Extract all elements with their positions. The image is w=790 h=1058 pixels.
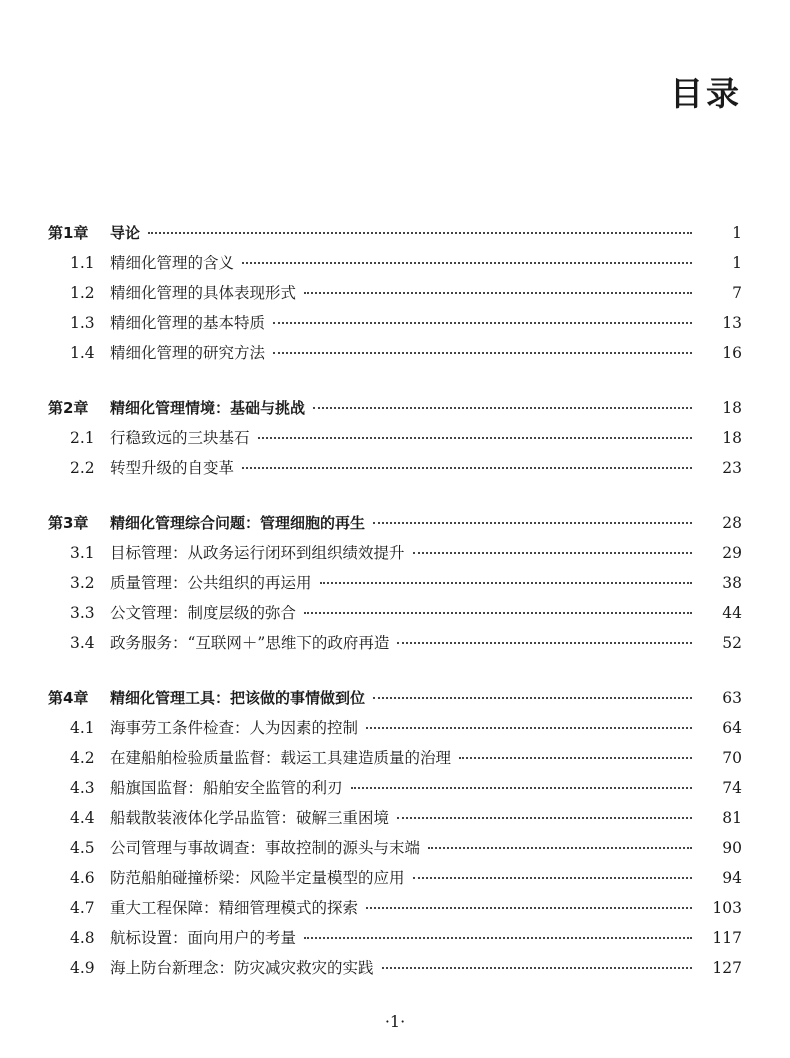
chapter-block (0, 218, 790, 368)
section-number: 4.6 (70, 869, 95, 887)
section-entry (0, 278, 790, 308)
section-page-number: 52 (722, 634, 742, 652)
section-page-number: 44 (722, 604, 742, 622)
section-number: 2.1 (70, 429, 95, 447)
section-title: 公文管理：制度层级的弥合 (110, 604, 297, 622)
dot-leader (273, 321, 692, 324)
dot-leader (258, 436, 692, 439)
section-page-number: 38 (722, 574, 742, 592)
chapter-number: 第3章 (48, 514, 89, 532)
dot-leader (366, 906, 692, 909)
section-title: 精细化管理的研究方法 (110, 344, 266, 362)
chapter-title: 精细化管理情境：基础与挑战 (110, 399, 306, 417)
section-number: 4.5 (70, 839, 95, 857)
dot-leader (313, 406, 692, 409)
section-entry (0, 598, 790, 628)
page-number-footer: ·1· (384, 1012, 406, 1031)
section-entry (0, 743, 790, 773)
section-title: 行稳致远的三块基石 (110, 429, 250, 447)
chapter-number: 第4章 (48, 689, 89, 707)
section-entry (0, 833, 790, 863)
chapter-page-number: 63 (722, 689, 742, 707)
section-page-number: 13 (722, 314, 742, 332)
chapter-title: 精细化管理工具：把该做的事情做到位 (110, 689, 366, 707)
section-entry (0, 773, 790, 803)
section-page-number: 18 (722, 429, 742, 447)
section-title: 精细化管理的基本特质 (110, 314, 266, 332)
dot-leader (413, 876, 692, 879)
section-number: 4.2 (70, 749, 95, 767)
section-title: 转型升级的自变革 (110, 459, 235, 477)
section-title: 政务服务：“互联网＋”思维下的政府再造 (110, 634, 390, 652)
chapter-title: 导论 (110, 224, 141, 242)
chapter-block (0, 683, 790, 983)
dot-leader (304, 611, 692, 614)
section-entry (0, 338, 790, 368)
section-page-number: 64 (722, 719, 742, 737)
dot-leader (397, 641, 692, 644)
section-title: 船载散装液体化学品监管：破解三重困境 (110, 809, 390, 827)
section-entry (0, 423, 790, 453)
section-page-number: 1 (732, 254, 742, 272)
section-number: 3.2 (70, 574, 95, 592)
section-title: 目标管理：从政务运行闭环到组织绩效提升 (110, 544, 405, 562)
section-number: 1.2 (70, 284, 95, 302)
chapter-number: 第2章 (48, 399, 89, 417)
section-entry (0, 453, 790, 483)
section-title: 精细化管理的含义 (110, 254, 235, 272)
section-entry (0, 863, 790, 893)
dot-leader (148, 231, 692, 234)
section-entry (0, 803, 790, 833)
dot-leader (373, 696, 692, 699)
section-page-number: 90 (722, 839, 742, 857)
section-entry (0, 893, 790, 923)
table-of-contents (0, 218, 790, 1008)
section-title: 海事劳工条件检查：人为因素的控制 (110, 719, 359, 737)
section-title: 海上防台新理念：防灾减灾救灾的实践 (110, 959, 374, 977)
section-number: 1.4 (70, 344, 95, 362)
section-title: 防范船舶碰撞桥梁：风险半定量模型的应用 (110, 869, 405, 887)
section-page-number: 103 (712, 899, 742, 917)
section-number: 4.3 (70, 779, 95, 797)
section-entry (0, 538, 790, 568)
dot-leader (242, 466, 692, 469)
dot-leader (382, 966, 692, 969)
page-title: 目录 (670, 74, 742, 113)
section-number: 2.2 (70, 459, 95, 477)
dot-leader (273, 351, 692, 354)
chapter-entry (0, 393, 790, 423)
section-title: 重大工程保障：精细管理模式的探索 (110, 899, 359, 917)
chapter-entry (0, 508, 790, 538)
dot-leader (304, 936, 692, 939)
section-number: 4.1 (70, 719, 95, 737)
dot-leader (351, 786, 692, 789)
section-entry (0, 713, 790, 743)
section-number: 1.3 (70, 314, 95, 332)
section-number: 1.1 (70, 254, 95, 272)
section-entry (0, 628, 790, 658)
section-number: 3.3 (70, 604, 95, 622)
dot-leader (428, 846, 692, 849)
section-number: 4.4 (70, 809, 95, 827)
chapter-entry (0, 683, 790, 713)
dot-leader (366, 726, 692, 729)
dot-leader (459, 756, 692, 759)
dot-leader (397, 816, 692, 819)
dot-leader (242, 261, 692, 264)
section-number: 3.1 (70, 544, 95, 562)
section-entry (0, 923, 790, 953)
dot-leader (304, 291, 692, 294)
dot-leader (373, 521, 692, 524)
section-page-number: 7 (732, 284, 742, 302)
chapter-title: 精细化管理综合问题：管理细胞的再生 (110, 514, 366, 532)
section-title: 质量管理：公共组织的再运用 (110, 574, 312, 592)
section-page-number: 23 (722, 459, 742, 477)
chapter-entry (0, 218, 790, 248)
section-entry (0, 953, 790, 983)
section-number: 3.4 (70, 634, 95, 652)
section-entry (0, 248, 790, 278)
section-title: 精细化管理的具体表现形式 (110, 284, 297, 302)
dot-leader (413, 551, 692, 554)
chapter-page-number: 18 (722, 399, 742, 417)
chapter-block (0, 393, 790, 483)
section-number: 4.8 (70, 929, 95, 947)
section-page-number: 94 (722, 869, 742, 887)
section-number: 4.9 (70, 959, 95, 977)
section-title: 公司管理与事故调查：事故控制的源头与末端 (110, 839, 421, 857)
section-page-number: 117 (712, 929, 742, 947)
dot-leader (320, 581, 692, 584)
section-title: 航标设置：面向用户的考量 (110, 929, 297, 947)
section-page-number: 70 (722, 749, 742, 767)
chapter-block (0, 508, 790, 658)
chapter-page-number: 1 (732, 224, 742, 242)
section-entry (0, 568, 790, 598)
section-page-number: 127 (712, 959, 742, 977)
chapter-page-number: 28 (722, 514, 742, 532)
section-page-number: 74 (722, 779, 742, 797)
section-title: 在建船舶检验质量监督：载运工具建造质量的治理 (110, 749, 452, 767)
section-number: 4.7 (70, 899, 95, 917)
section-page-number: 29 (722, 544, 742, 562)
section-title: 船旗国监督：船舶安全监管的利刃 (110, 779, 343, 797)
section-entry (0, 308, 790, 338)
chapter-number: 第1章 (48, 224, 89, 242)
section-page-number: 81 (722, 809, 742, 827)
section-page-number: 16 (722, 344, 742, 362)
